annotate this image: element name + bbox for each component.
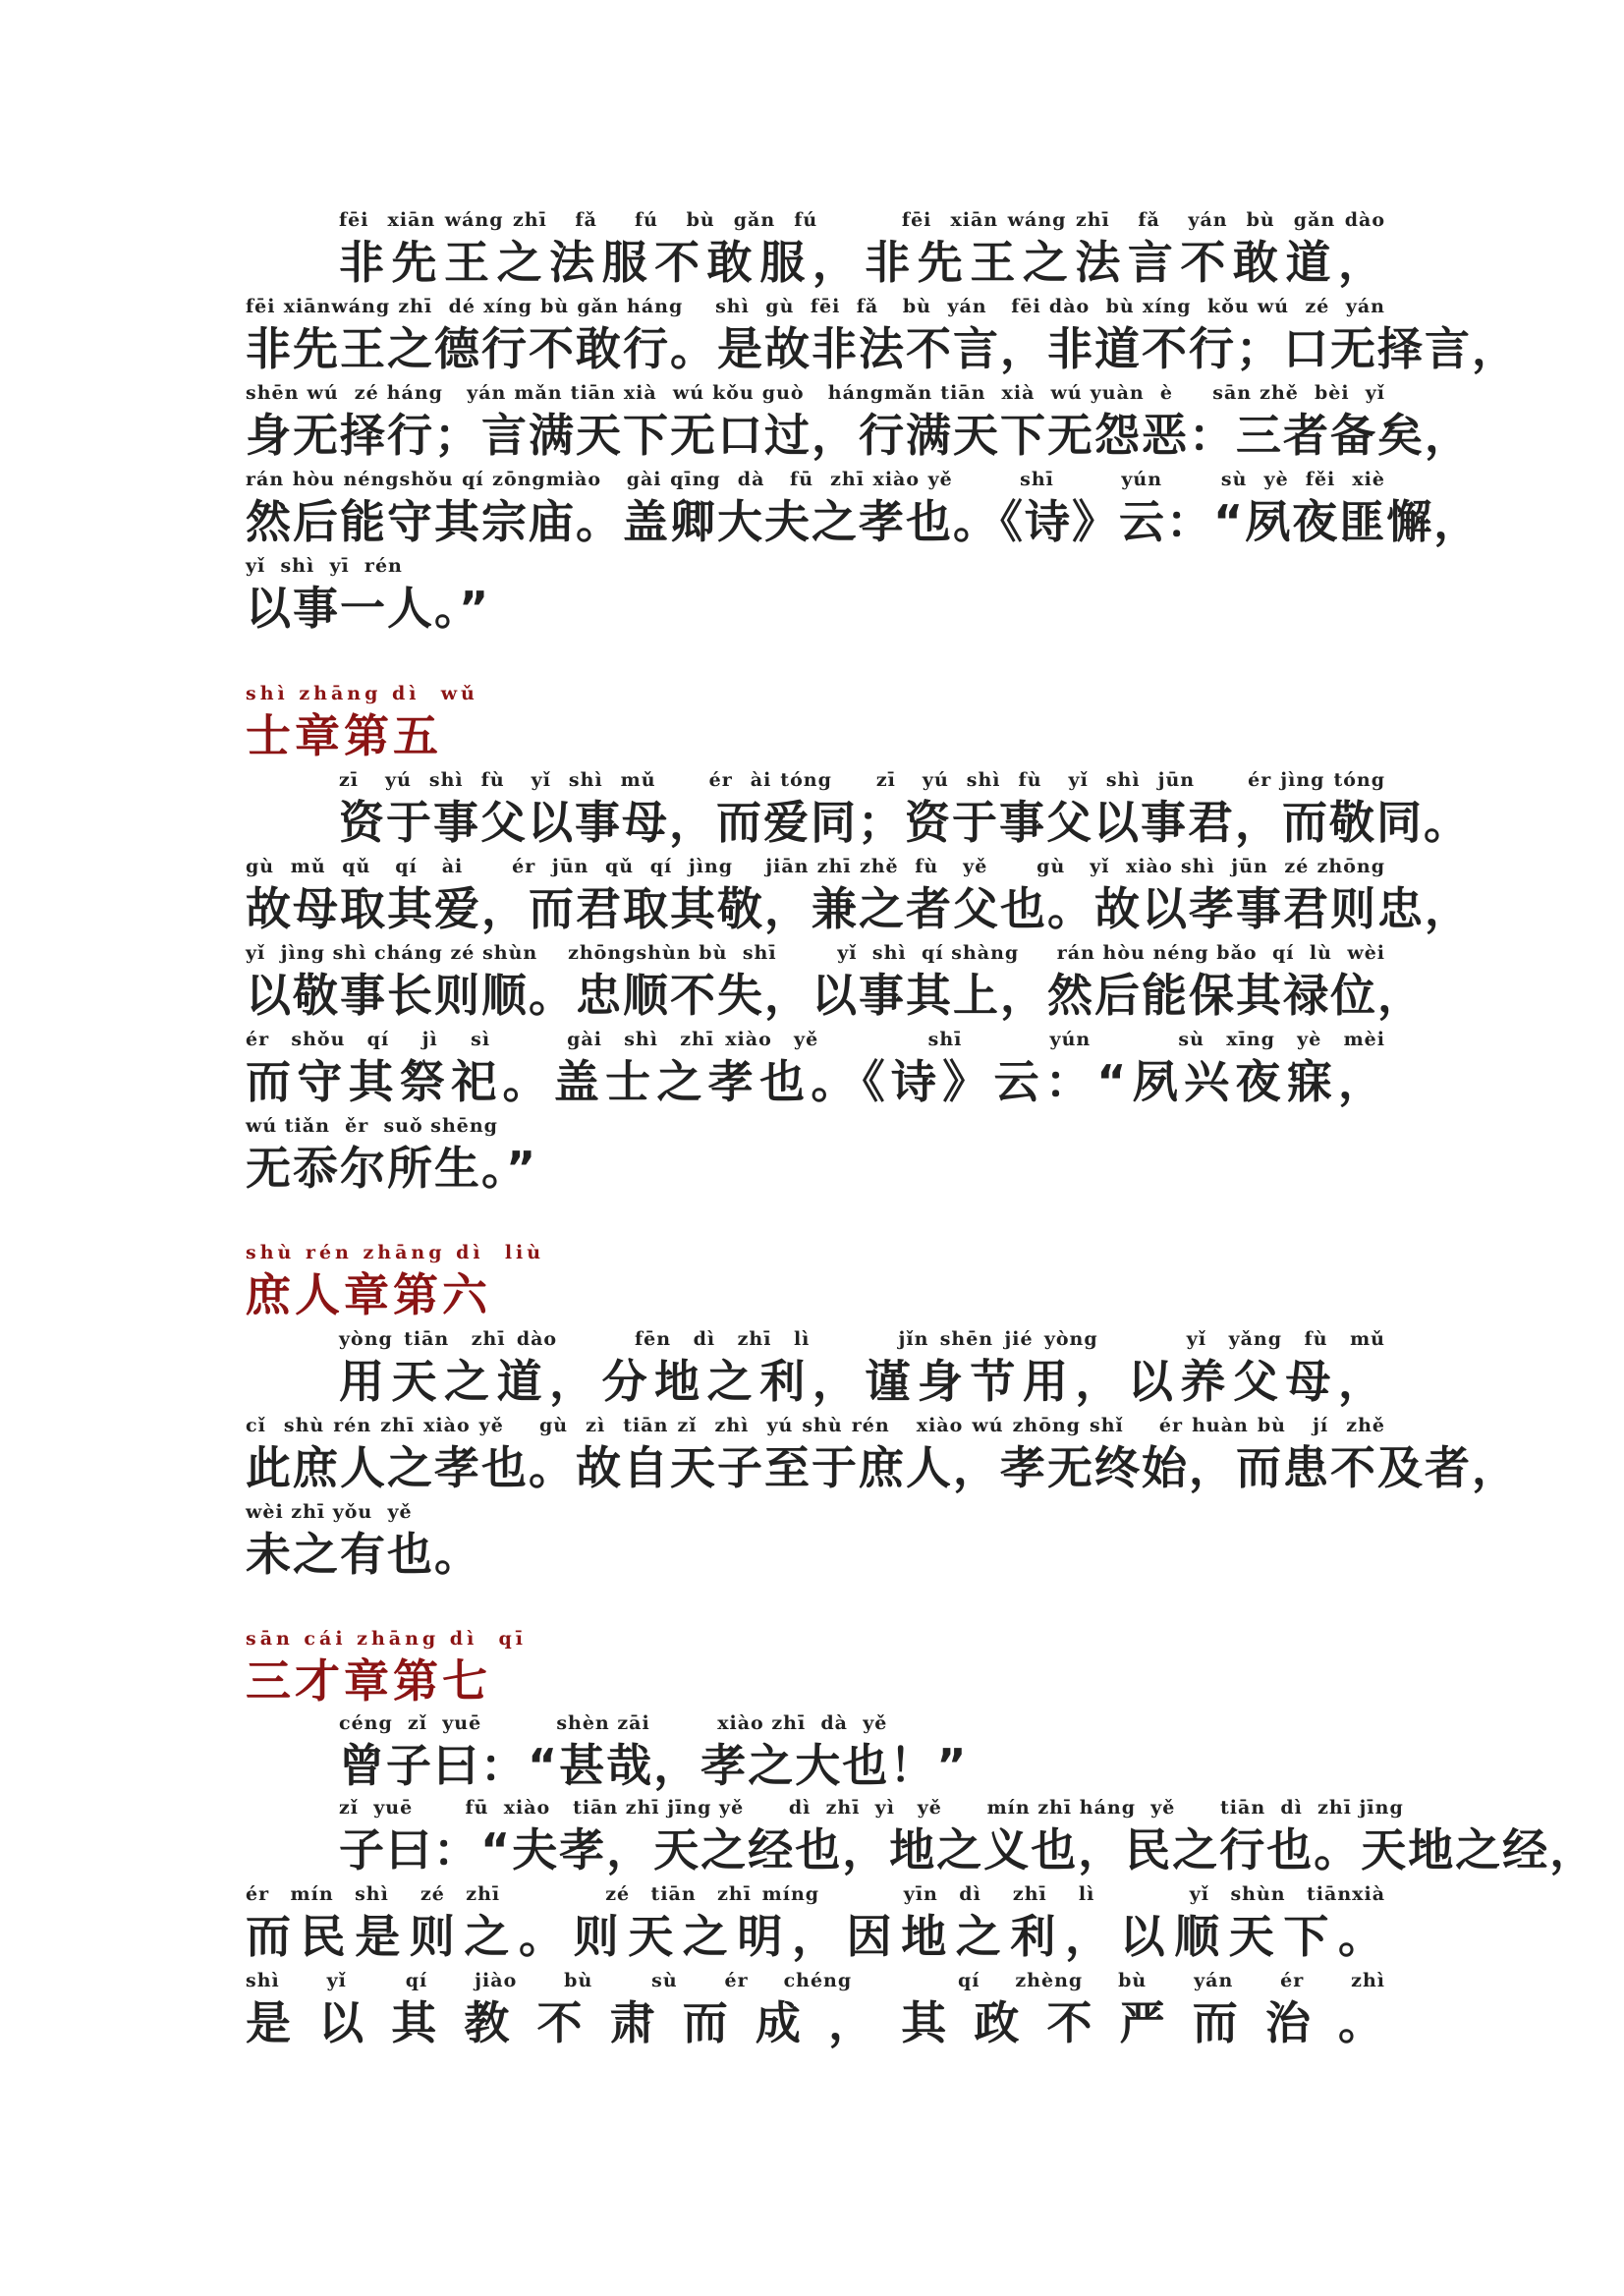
text-line-12 — [246, 1415, 1519, 1503]
chapter-heading-6 — [246, 1242, 1385, 1330]
hanzi-line: 非先王之德行不敢行。是故非法不言，非道不行；口无择言， — [246, 322, 1519, 375]
hanzi-line: 曾子曰：“甚哉，孝之大也！” — [339, 1739, 969, 1792]
heading-title: 庶人章第六 — [246, 1268, 491, 1321]
hanzi-line: 此庶人之孝也。故自天子至于庶人，孝无终始，而患不及者， — [246, 1441, 1519, 1494]
text-line-2 — [246, 296, 1519, 384]
pinyin-line: yòng tiān zhī dào fēn dì zhī lì jǐn shēn jié yòng yǐ yǎng fù mǔ — [339, 1328, 1385, 1350]
pinyin-line: fēi xiān wáng zhī fǎ fú bù gǎn fú fēi xiān wáng zhī fǎ yán bù gǎn dào — [339, 209, 1385, 231]
pinyin-line: shì yǐ qí jiào bù sù ér chéng qí zhèng bù yán ér zhì — [246, 1970, 1385, 1991]
text-line-8 — [246, 942, 1425, 1031]
pinyin-line: cǐ shù rén zhī xiào yě gù zì tiān zǐ zhì yú shù rén xiào wú zhōng shǐ ér huàn bù jí zhě — [246, 1415, 1385, 1436]
hanzi-line: 故母取其爱，而君取其敬，兼之者父也。故以孝事君则忠， — [246, 882, 1472, 935]
text-line-9 — [246, 1029, 1385, 1117]
text-line-17 — [246, 1970, 1385, 2058]
hanzi-line: 然后能守其宗庙。盖卿大夫之孝也。《诗》云：“夙夜匪懈， — [246, 495, 1482, 548]
pinyin-line: ér shǒu qí jì sì gài shì zhī xiào yě shī yún sù xīng yè mèi — [246, 1029, 1385, 1050]
pinyin-line: zǐ yuē fū xiào tiān zhī jīng yě dì zhī yì yě mín zhī háng yě tiān dì zhī jīng — [339, 1797, 1404, 1819]
pinyin-line: fēi xiānwáng zhī dé xíng bù gǎn háng shì gù fēi fǎ bù yán fēi dào bù xíng kǒu wú zé yán — [246, 296, 1385, 317]
heading-pinyin: sān cái zhāng dì qī — [246, 1628, 528, 1650]
text-line-7 — [246, 856, 1472, 944]
text-line-14 — [339, 1712, 1385, 1801]
text-line-1 — [339, 209, 1385, 298]
text-line-16 — [246, 1883, 1385, 1972]
text-line-4 — [246, 469, 1482, 557]
pinyin-line: yǐ shì yī rén — [246, 555, 403, 577]
text-line-3 — [246, 382, 1472, 471]
hanzi-line: 用天之道，分地之利，谨身节用，以养父母， — [339, 1355, 1385, 1408]
hanzi-line: 身无择行；言满天下无口过，行满天下无怨恶：三者备矣， — [246, 409, 1472, 462]
hanzi-line: 而守其祭祀。盖士之孝也。《诗》云：“夙兴夜寐， — [246, 1055, 1385, 1108]
text-line-5 — [246, 555, 1385, 644]
hanzi-line: 以事一人。” — [246, 582, 491, 635]
hanzi-line: 以敬事长则顺。忠顺不失，以事其上，然后能保其禄位， — [246, 969, 1425, 1022]
chapter-heading-5 — [246, 683, 1385, 771]
text-line-15 — [339, 1797, 1597, 1885]
text-line-11 — [339, 1328, 1385, 1417]
chapter-heading-7 — [246, 1628, 1385, 1716]
pinyin-line: shēn wú zé háng yán mǎn tiān xià wú kǒu guò hángmǎn tiān xià wú yuàn è sān zhě bèi yǐ — [246, 382, 1385, 404]
pinyin-line: gù mǔ qǔ qí ài ér jūn qǔ qí jìng jiān zhī zhě fù yě gù yǐ xiào shì jūn zé zhōng — [246, 856, 1385, 877]
pinyin-line: ér mín shì zé zhī zé tiān zhī míng yīn dì zhī lì yǐ shùn tiānxià — [246, 1883, 1385, 1905]
hanzi-line: 无忝尔所生。” — [246, 1142, 538, 1195]
text-line-13 — [246, 1501, 1385, 1590]
hanzi-line: 非先王之法服不敢服，非先王之法言不敢道， — [339, 236, 1385, 289]
heading-pinyin: shì zhāng dì wǔ — [246, 683, 478, 704]
hanzi-line: 而民是则之。则天之明，因地之利，以顺天下。 — [246, 1910, 1385, 1963]
text-line-6 — [339, 769, 1471, 858]
hanzi-line: 资于事父以事母，而爱同；资于事父以事君，而敬同。 — [339, 796, 1471, 849]
pinyin-line: wú tiǎn ěr suǒ shēng — [246, 1115, 498, 1137]
hanzi-line: 子曰：“夫孝，天之经也，地之义也，民之行也。天地之经， — [339, 1823, 1597, 1876]
heading-title: 三才章第七 — [246, 1654, 491, 1708]
pinyin-line: zī yú shì fù yǐ shì mǔ ér ài tóng zī yú shì fù yǐ shì jūn ér jìng tóng — [339, 769, 1385, 791]
text-line-10 — [246, 1115, 1385, 1204]
hanzi-line: 未之有也。 — [246, 1528, 481, 1581]
heading-title: 士章第五 — [246, 709, 442, 762]
pinyin-line: yǐ jìng shì cháng zé shùn zhōngshùn bù shī yǐ shì qí shàng rán hòu néng bǎo qí lù wèi — [246, 942, 1385, 964]
hanzi-line: 是以其教不肃而成，其政不严而治。 — [246, 1996, 1385, 2049]
pinyin-line: wèi zhī yǒu yě — [246, 1501, 413, 1523]
heading-pinyin: shù rén zhāng dì liù — [246, 1242, 545, 1263]
pinyin-line: rán hòu néngshǒu qí zōngmiào gài qīng dà fū zhī xiào yě shī yún sù yè fěi xiè — [246, 469, 1385, 490]
pinyin-line: céng zǐ yuē shèn zāi xiào zhī dà yě — [339, 1712, 888, 1734]
